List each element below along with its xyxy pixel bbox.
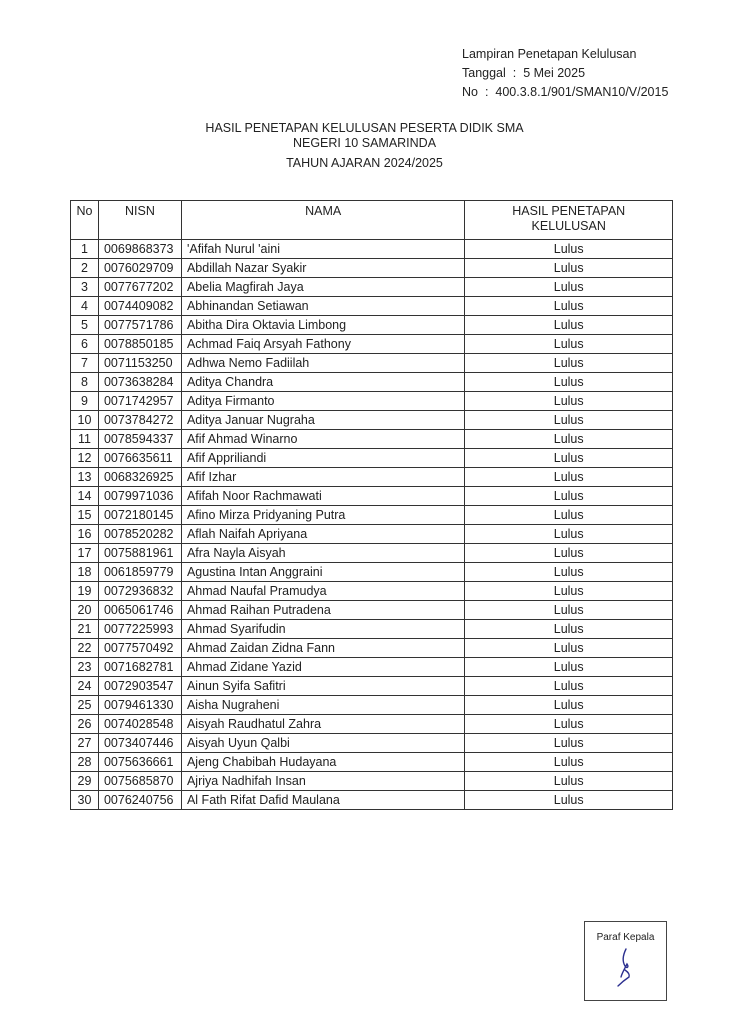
cell-hasil: Lulus xyxy=(465,259,673,278)
table-row xyxy=(71,582,673,601)
cell-nisn: 0073407446 xyxy=(98,734,181,753)
cell-hasil: Lulus xyxy=(465,411,673,430)
annex-reference xyxy=(462,45,668,102)
cell-nama: Ahmad Zidane Yazid xyxy=(181,658,464,677)
cell-no: 5 xyxy=(71,316,99,335)
cell-nisn: 0077225993 xyxy=(98,620,181,639)
table-row xyxy=(71,658,673,677)
cell-no: 2 xyxy=(71,259,99,278)
table-row xyxy=(71,620,673,639)
title-line-1: HASIL PENETAPAN KELULUSAN PESERTA DIDIK SMA xyxy=(205,121,524,135)
cell-nisn: 0076635611 xyxy=(98,449,181,468)
table-row xyxy=(71,297,673,316)
cell-no: 14 xyxy=(71,487,99,506)
cell-nama: Afif Appriliandi xyxy=(181,449,464,468)
cell-hasil: Lulus xyxy=(465,316,673,335)
table-row xyxy=(71,753,673,772)
table-row xyxy=(71,696,673,715)
cell-no: 26 xyxy=(71,715,99,734)
number-label: No xyxy=(462,85,478,99)
cell-no: 8 xyxy=(71,373,99,392)
table-row xyxy=(71,563,673,582)
cell-hasil: Lulus xyxy=(465,449,673,468)
cell-nama: Afino Mirza Pridyaning Putra xyxy=(181,506,464,525)
cell-hasil: Lulus xyxy=(465,677,673,696)
cell-no: 10 xyxy=(71,411,99,430)
table-row xyxy=(71,772,673,791)
table-row xyxy=(71,544,673,563)
cell-nama: 'Afifah Nurul 'aini xyxy=(181,240,464,259)
cell-hasil: Lulus xyxy=(465,506,673,525)
table-body xyxy=(71,240,673,810)
cell-nama: Adhwa Nemo Fadiilah xyxy=(181,354,464,373)
cell-no: 12 xyxy=(71,449,99,468)
cell-nama: Ahmad Raihan Putradena xyxy=(181,601,464,620)
table-row xyxy=(71,240,673,259)
cell-hasil: Lulus xyxy=(465,373,673,392)
cell-nama: Afif Ahmad Winarno xyxy=(181,430,464,449)
cell-nama: Achmad Faiq Arsyah Fathony xyxy=(181,335,464,354)
cell-no: 9 xyxy=(71,392,99,411)
table-row xyxy=(71,316,673,335)
number-value: 400.3.8.1/901/SMAN10/V/2015 xyxy=(495,85,669,99)
cell-nisn: 0077677202 xyxy=(98,278,181,297)
cell-no: 11 xyxy=(71,430,99,449)
table-row xyxy=(71,449,673,468)
graduation-results-table xyxy=(70,200,673,810)
cell-no: 28 xyxy=(71,753,99,772)
cell-nama: Aflah Naifah Apriyana xyxy=(181,525,464,544)
header-nama: NAMA xyxy=(181,201,464,240)
cell-nisn: 0075636661 xyxy=(98,753,181,772)
header-nisn: NISN xyxy=(98,201,181,240)
annex-number xyxy=(462,83,668,102)
cell-nama: Ahmad Zaidan Zidna Fann xyxy=(181,639,464,658)
cell-no: 15 xyxy=(71,506,99,525)
annex-date xyxy=(462,64,668,83)
table-row xyxy=(71,601,673,620)
cell-nisn: 0076029709 xyxy=(98,259,181,278)
cell-nama: Afif Izhar xyxy=(181,468,464,487)
cell-nisn: 0077570492 xyxy=(98,639,181,658)
cell-hasil: Lulus xyxy=(465,297,673,316)
cell-no: 6 xyxy=(71,335,99,354)
cell-hasil: Lulus xyxy=(465,715,673,734)
cell-hasil: Lulus xyxy=(465,658,673,677)
cell-no: 23 xyxy=(71,658,99,677)
date-value: 5 Mei 2025 xyxy=(523,66,586,80)
cell-hasil: Lulus xyxy=(465,354,673,373)
table-row xyxy=(71,411,673,430)
cell-nisn: 0075685870 xyxy=(98,772,181,791)
table-row xyxy=(71,259,673,278)
cell-nisn: 0068326925 xyxy=(98,468,181,487)
cell-nama: Aditya Chandra xyxy=(181,373,464,392)
cell-nama: Afra Nayla Aisyah xyxy=(181,544,464,563)
cell-hasil: Lulus xyxy=(465,753,673,772)
cell-no: 25 xyxy=(71,696,99,715)
cell-no: 7 xyxy=(71,354,99,373)
cell-hasil: Lulus xyxy=(465,734,673,753)
cell-nisn: 0076240756 xyxy=(98,791,181,810)
table-row xyxy=(71,791,673,810)
number-separator: : xyxy=(484,85,489,99)
cell-no: 29 xyxy=(71,772,99,791)
cell-nisn: 0074409082 xyxy=(98,297,181,316)
cell-hasil: Lulus xyxy=(465,430,673,449)
table-header-row xyxy=(71,201,673,240)
cell-no: 3 xyxy=(71,278,99,297)
date-separator: : xyxy=(512,66,517,80)
header-hasil-line-1: HASIL PENETAPAN xyxy=(512,204,626,218)
cell-nama: Abdillah Nazar Syakir xyxy=(181,259,464,278)
cell-nama: Ajeng Chabibah Hudayana xyxy=(181,753,464,772)
cell-no: 18 xyxy=(71,563,99,582)
cell-nisn: 0069868373 xyxy=(98,240,181,259)
cell-nama: Ainun Syifa Safitri xyxy=(181,677,464,696)
table-row xyxy=(71,715,673,734)
cell-no: 22 xyxy=(71,639,99,658)
title-line-2: NEGERI 10 SAMARINDA xyxy=(292,136,437,150)
cell-nama: Abhinandan Setiawan xyxy=(181,297,464,316)
cell-nisn: 0061859779 xyxy=(98,563,181,582)
cell-no: 24 xyxy=(71,677,99,696)
date-label: Tanggal xyxy=(462,66,506,80)
cell-no: 30 xyxy=(71,791,99,810)
cell-hasil: Lulus xyxy=(465,696,673,715)
cell-nisn: 0078850185 xyxy=(98,335,181,354)
cell-nisn: 0073784272 xyxy=(98,411,181,430)
cell-no: 16 xyxy=(71,525,99,544)
cell-nama: Afifah Noor Rachmawati xyxy=(181,487,464,506)
cell-no: 19 xyxy=(71,582,99,601)
header-no: No xyxy=(71,201,99,240)
table-row xyxy=(71,487,673,506)
cell-no: 4 xyxy=(71,297,99,316)
table-row xyxy=(71,373,673,392)
cell-nisn: 0071742957 xyxy=(98,392,181,411)
table-row xyxy=(71,734,673,753)
cell-nama: Aisyah Raudhatul Zahra xyxy=(181,715,464,734)
cell-nisn: 0065061746 xyxy=(98,601,181,620)
signature-icon xyxy=(613,946,637,988)
cell-hasil: Lulus xyxy=(465,772,673,791)
cell-nama: Ajriya Nadhifah Insan xyxy=(181,772,464,791)
cell-no: 1 xyxy=(71,240,99,259)
table-row xyxy=(71,639,673,658)
table-row xyxy=(71,468,673,487)
paraf-label: Paraf Kepala xyxy=(596,932,655,943)
table-row xyxy=(71,392,673,411)
table-row xyxy=(71,677,673,696)
header-hasil-line-2: KELULUSAN xyxy=(531,219,606,233)
cell-nisn: 0072936832 xyxy=(98,582,181,601)
cell-no: 21 xyxy=(71,620,99,639)
cell-nisn: 0079461330 xyxy=(98,696,181,715)
cell-nama: Al Fath Rifat Dafid Maulana xyxy=(181,791,464,810)
table-row xyxy=(71,354,673,373)
cell-nisn: 0075881961 xyxy=(98,544,181,563)
cell-hasil: Lulus xyxy=(465,468,673,487)
cell-nisn: 0079971036 xyxy=(98,487,181,506)
cell-hasil: Lulus xyxy=(465,525,673,544)
cell-nisn: 0073638284 xyxy=(98,373,181,392)
cell-nisn: 0072903547 xyxy=(98,677,181,696)
title-line-3: TAHUN AJARAN 2024/2025 xyxy=(286,156,443,170)
cell-hasil: Lulus xyxy=(465,582,673,601)
cell-nama: Abelia Magfirah Jaya xyxy=(181,278,464,297)
cell-hasil: Lulus xyxy=(465,335,673,354)
cell-nama: Ahmad Syarifudin xyxy=(181,620,464,639)
cell-hasil: Lulus xyxy=(465,620,673,639)
header-hasil xyxy=(465,201,673,240)
cell-hasil: Lulus xyxy=(465,791,673,810)
cell-hasil: Lulus xyxy=(465,392,673,411)
cell-hasil: Lulus xyxy=(465,563,673,582)
cell-hasil: Lulus xyxy=(465,487,673,506)
annex-title: Lampiran Penetapan Kelulusan xyxy=(462,47,637,61)
cell-nama: Aisyah Uyun Qalbi xyxy=(181,734,464,753)
cell-hasil: Lulus xyxy=(465,544,673,563)
cell-nisn: 0077571786 xyxy=(98,316,181,335)
cell-nisn: 0074028548 xyxy=(98,715,181,734)
cell-no: 17 xyxy=(71,544,99,563)
cell-hasil: Lulus xyxy=(465,601,673,620)
cell-hasil: Lulus xyxy=(465,639,673,658)
cell-hasil: Lulus xyxy=(465,240,673,259)
cell-nama: Aditya Januar Nugraha xyxy=(181,411,464,430)
table-row xyxy=(71,525,673,544)
cell-nama: Ahmad Naufal Pramudya xyxy=(181,582,464,601)
cell-no: 27 xyxy=(71,734,99,753)
cell-nisn: 0071682781 xyxy=(98,658,181,677)
cell-hasil: Lulus xyxy=(465,278,673,297)
document-title xyxy=(0,121,729,171)
cell-nama: Aisha Nugraheni xyxy=(181,696,464,715)
table-row xyxy=(71,430,673,449)
cell-nama: Aditya Firmanto xyxy=(181,392,464,411)
cell-nama: Abitha Dira Oktavia Limbong xyxy=(181,316,464,335)
cell-no: 20 xyxy=(71,601,99,620)
cell-nisn: 0078520282 xyxy=(98,525,181,544)
paraf-box xyxy=(584,921,667,1001)
cell-nama: Agustina Intan Anggraini xyxy=(181,563,464,582)
cell-nisn: 0072180145 xyxy=(98,506,181,525)
table-row xyxy=(71,506,673,525)
table-row xyxy=(71,278,673,297)
cell-nisn: 0071153250 xyxy=(98,354,181,373)
cell-nisn: 0078594337 xyxy=(98,430,181,449)
table-row xyxy=(71,335,673,354)
cell-no: 13 xyxy=(71,468,99,487)
